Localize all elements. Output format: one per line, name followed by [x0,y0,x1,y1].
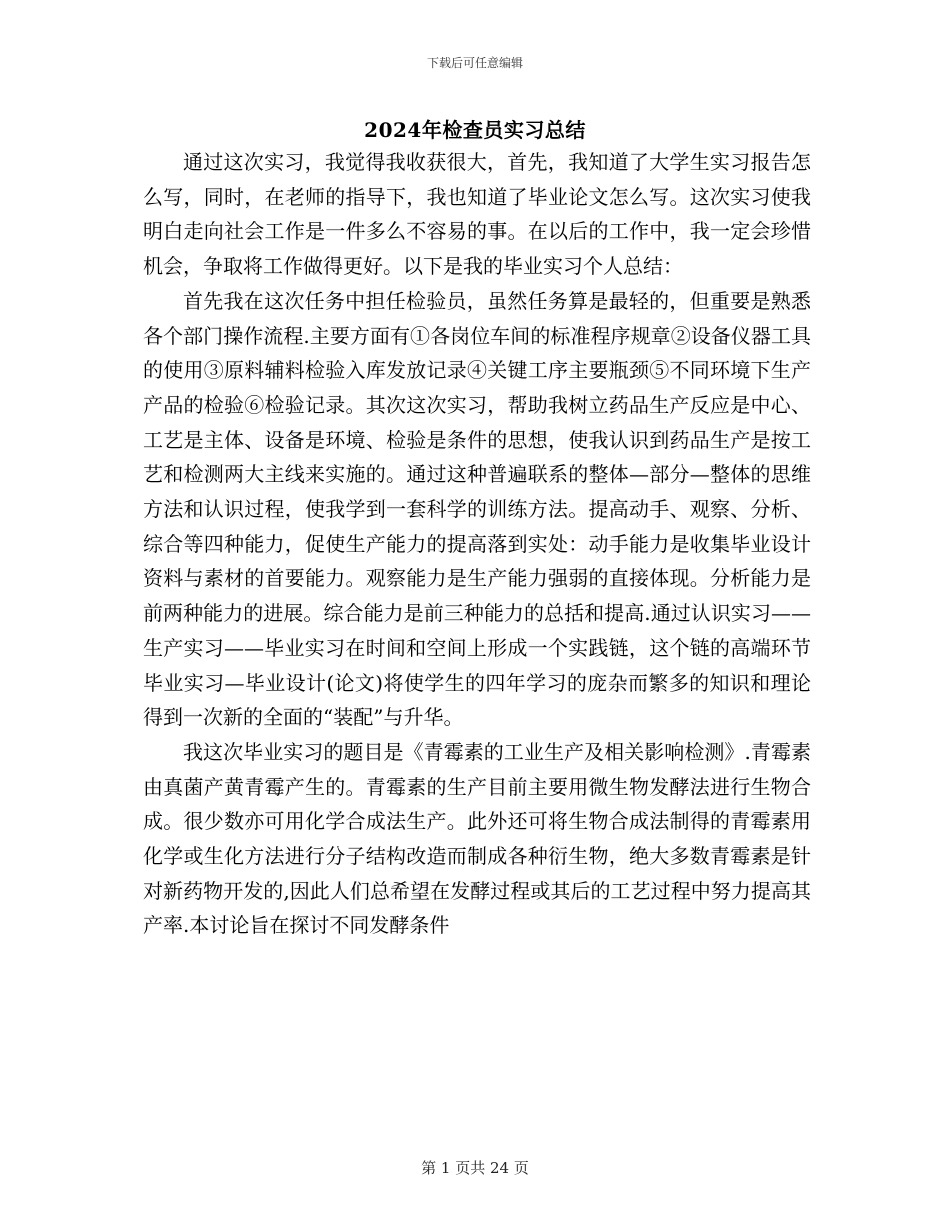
page-number-footer: 第 1 页共 24 页 [421,1159,529,1177]
body-paragraph-3: 我这次毕业实习的题目是《青霉素的工业生产及相关影响检测》.青霉素由真菌产黄青霉产生的。青霉素的生产目前主要用微生物发酵法进行生物合成。很少数亦可用化学合成法生产。此外还可将生物合成法制得的青霉素用化学或生化方法进行分子结构改造而制成各种衍生物，绝大多数青霉素是针对新药物开发的,因此人们总希望在发酵过程或其后的工艺过程中努力提高其产率.本讨论旨在探讨不同发酵条件 [143,739,811,938]
body-paragraph-2: 首先我在这次任务中担任检验员，虽然任务算是最轻的，但重要是熟悉各个部门操作流程.主要方面有①各岗位车间的标准程序规章②设备仪器工具的使用③原料辅料检验入库发放记录④关键工序主要瓶颈⑤不同环境下生产产品的检验⑥检验记录。其次这次实习，帮助我树立药品生产反应是中心、工艺是主体、设备是环境、检验是条件的思想，使我认识到药品生产是按工艺和检测两大主线来实施的。通过这种普遍联系的整体—部分—整体的思维方法和认识过程，使我学到一套科学的训练方法。提高动手、观察、分析、综合等四种能力，促使生产能力的提高落到实处：动手能力是收集毕业设计资料与素材的首要能力。观察能力是生产能力强弱的直接体现。分析能力是前两种能力的进展。综合能力是前三种能力的总括和提高.通过认识实习——生产实习——毕业实习在时间和空间上形成一个实践链，这个链的高端环节毕业实习—毕业设计(论文)将使学生的四年学习的庞杂而繁多的知识和理论得到一次新的全面的“装配”与升华。 [143,288,811,730]
page-header-note: 下载后可任意编辑 [426,56,523,70]
body-paragraph-1: 通过这次实习，我觉得我收获很大，首先，我知道了大学生实习报告怎么写，同时，在老师的指导下，我也知道了毕业论文怎么写。这次实习使我明白走向社会工作是一件多么不容易的事。在以后的工作中，我一定会珍惜机会，争取将工作做得更好。以下是我的毕业实习个人总结： [143,150,811,279]
document-body [143,145,811,943]
document-title: 2024年检查员实习总结 [364,118,586,142]
